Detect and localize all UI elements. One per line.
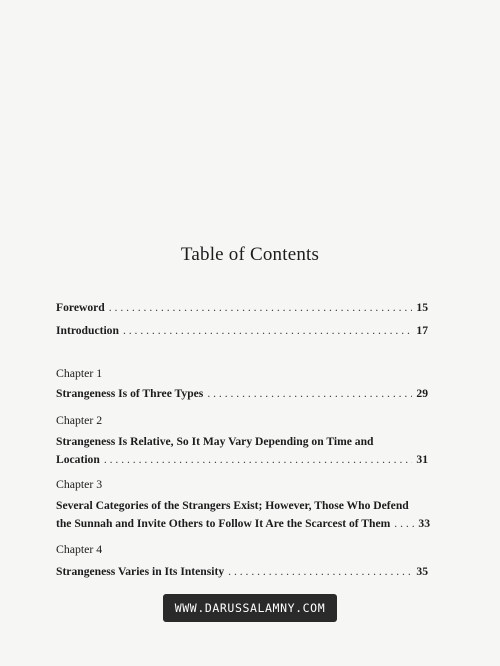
toc-entry-label: the Sunnah and Invite Others to Follow It Are the Scarcest of Them — [56, 517, 391, 530]
dot-leader — [109, 299, 413, 317]
toc-page-number: 15 — [416, 301, 428, 314]
toc-entry-label: Several Categories of the Strangers Exist; However, Those Who Defend — [56, 499, 409, 512]
dot-leader — [228, 563, 412, 581]
toc-entry-label: Strangeness Is of Three Types — [56, 387, 204, 400]
toc-entry-chapter-3 — [56, 497, 430, 533]
toc-entry-introduction — [56, 322, 428, 340]
chapter-heading: Chapter 4 — [56, 542, 103, 556]
dot-leader — [104, 451, 413, 469]
dot-leader — [394, 515, 414, 533]
page-title: Table of Contents — [180, 244, 320, 265]
toc-page-number: 33 — [418, 517, 430, 530]
toc-entry-label: Strangeness Is Relative, So It May Vary Depending on Time and — [56, 435, 374, 448]
chapter-heading: Chapter 3 — [56, 477, 103, 491]
toc-entry-chapter-1 — [56, 385, 428, 403]
dot-leader — [123, 322, 412, 340]
toc-entry-foreword — [56, 299, 428, 317]
watermark-banner: WWW.DARUSSALAMNY.COM — [163, 594, 337, 622]
toc-page-number: 29 — [416, 387, 428, 400]
toc-entry-label: Strangeness Varies in Its Intensity — [56, 565, 225, 578]
toc-entry-label: Introduction — [56, 324, 119, 337]
toc-entry-chapter-2 — [56, 433, 428, 469]
toc-page-number: 35 — [416, 565, 428, 578]
chapter-heading: Chapter 2 — [56, 413, 103, 427]
toc-page-number: 31 — [416, 453, 428, 466]
toc-entry-label: Foreword — [56, 301, 105, 314]
toc-page-number: 17 — [416, 324, 428, 337]
toc-entry-chapter-4 — [56, 563, 428, 581]
toc-entry-label: Location — [56, 453, 100, 466]
dot-leader — [207, 385, 412, 403]
chapter-heading: Chapter 1 — [56, 366, 103, 380]
